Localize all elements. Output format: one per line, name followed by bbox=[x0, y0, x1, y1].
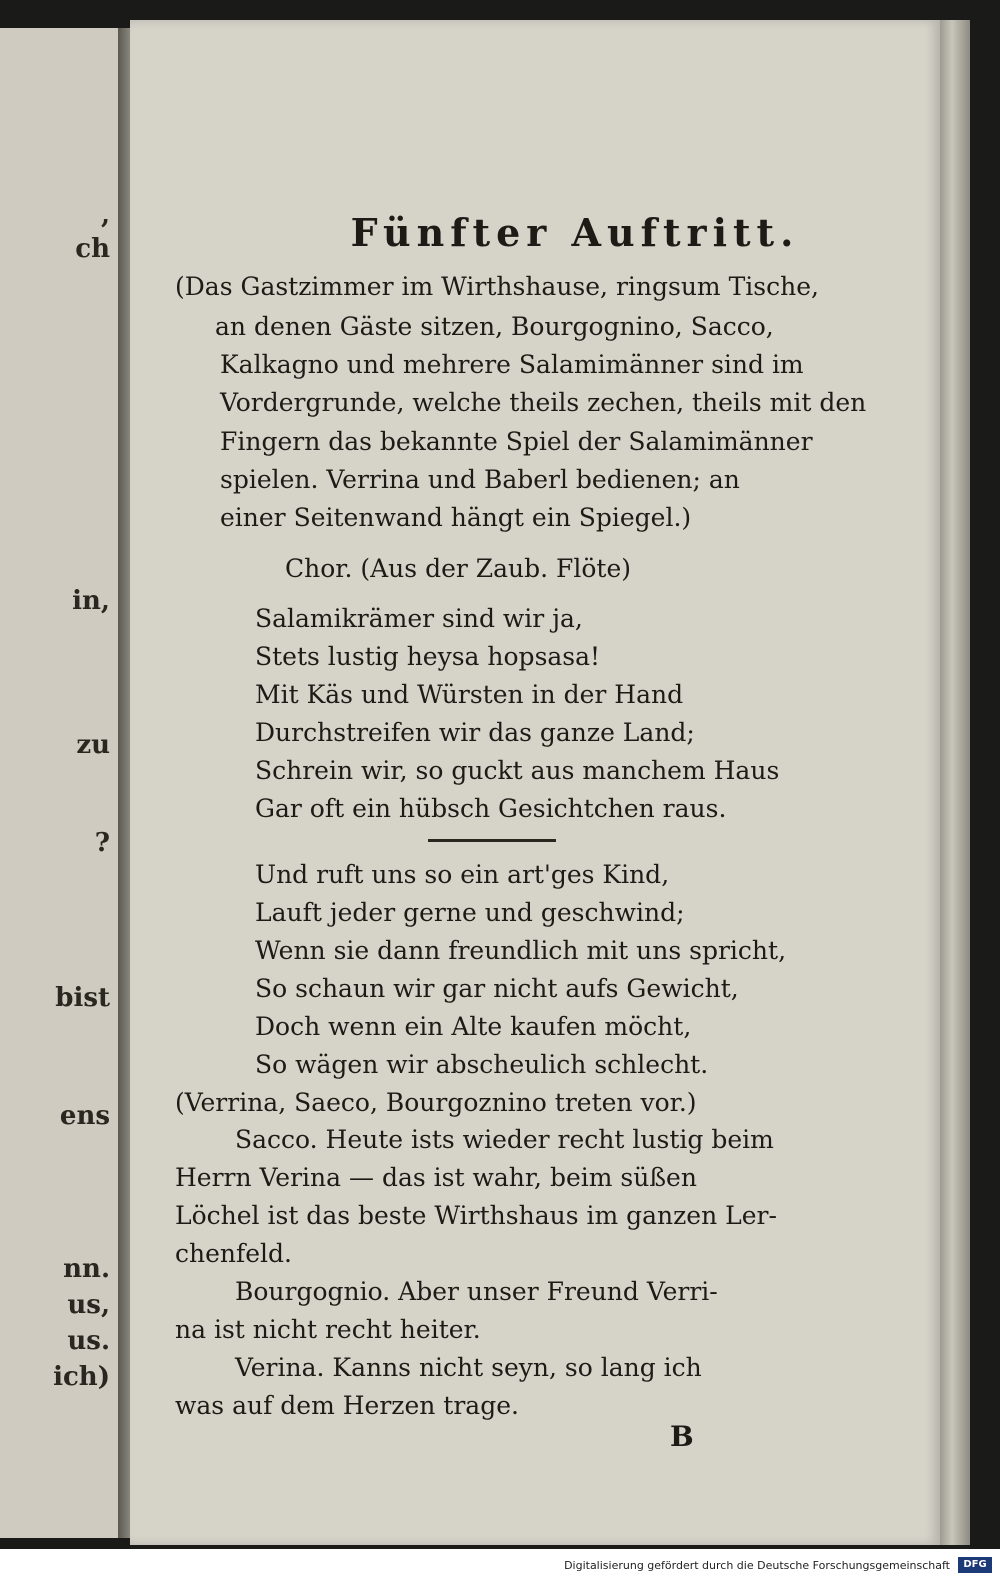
verse-line: Salamikrämer sind wir ja, bbox=[255, 604, 583, 633]
left-fragment: ch bbox=[75, 234, 110, 264]
left-fragment: in, bbox=[72, 586, 110, 616]
left-fragment: ens bbox=[59, 1101, 110, 1131]
chorus-title: Chor. (Aus der Zaub. Flöte) bbox=[285, 554, 632, 583]
book-page bbox=[130, 20, 940, 1545]
left-fragment: zu bbox=[76, 730, 110, 760]
verse-line: Doch wenn ein Alte kaufen möcht, bbox=[255, 1012, 692, 1041]
footer-bar bbox=[0, 1549, 1000, 1587]
page-edge bbox=[940, 20, 970, 1545]
left-fragment: , bbox=[100, 200, 110, 230]
stage-direction-line: einer Seitenwand hängt ein Spiegel.) bbox=[220, 503, 692, 532]
verse-line: Und ruft uns so ein art'ges Kind, bbox=[255, 860, 670, 889]
left-page-edge bbox=[0, 28, 126, 1538]
stage-direction-line: Kalkagno und mehrere Salamimänner sind im bbox=[220, 350, 804, 379]
stage-direction-line: (Verrina, Saeco, Bourgoznino treten vor.) bbox=[175, 1088, 697, 1117]
page-text bbox=[130, 20, 940, 1545]
stage-direction-line: spielen. Verrina und Baberl bedienen; an bbox=[220, 465, 740, 494]
stage-direction-line: Vordergrunde, welche theils zechen, theils mit den bbox=[220, 388, 867, 417]
stage-direction-line: Fingern das bekannte Spiel der Salamimänner bbox=[220, 427, 813, 456]
verse-line: So wägen wir abscheulich schlecht. bbox=[255, 1050, 709, 1079]
left-fragment: ? bbox=[94, 828, 110, 858]
dialogue-line: na ist nicht recht heiter. bbox=[175, 1315, 481, 1344]
dialogue-line: Verina. Kanns nicht seyn, so lang ich bbox=[235, 1353, 702, 1382]
verse-line: Gar oft ein hübsch Gesichtchen raus. bbox=[255, 794, 727, 823]
section-divider bbox=[428, 839, 556, 842]
book-gutter bbox=[118, 28, 130, 1538]
signature-mark: B bbox=[670, 1420, 694, 1453]
dialogue-line: was auf dem Herzen trage. bbox=[175, 1391, 519, 1420]
verse-line: Lauft jeder gerne und geschwind; bbox=[255, 898, 685, 927]
verse-line: Mit Käs und Würsten in der Hand bbox=[255, 680, 684, 709]
footer-credit: Digitalisierung gefördert durch die Deutsche Forschungsgemeinschaft bbox=[564, 1559, 950, 1572]
dialogue-line: chenfeld. bbox=[175, 1239, 292, 1268]
dialogue-line: Sacco. Heute ists wieder recht lustig beim bbox=[235, 1125, 774, 1154]
stage-direction-line: an denen Gäste sitzen, Bourgognino, Sacco, bbox=[215, 312, 774, 341]
verse-line: Wenn sie dann freundlich mit uns spricht, bbox=[255, 936, 787, 965]
dfg-logo-icon: DFG bbox=[958, 1557, 992, 1573]
dialogue-line: Bourgognio. Aber unser Freund Verri- bbox=[235, 1277, 718, 1306]
left-fragment: ich) bbox=[53, 1362, 110, 1392]
left-fragment: nn. bbox=[63, 1254, 110, 1284]
verse-line: Schrein wir, so guckt aus manchem Haus bbox=[255, 756, 780, 785]
verse-line: Stets lustig heysa hopsasa! bbox=[255, 642, 601, 671]
dialogue-line: Löchel ist das beste Wirthshaus im ganzen Ler- bbox=[175, 1201, 777, 1230]
left-fragment: bist bbox=[55, 983, 110, 1013]
verse-line: So schaun wir gar nicht aufs Gewicht, bbox=[255, 974, 739, 1003]
scene-heading: Fünfter Auftritt. bbox=[350, 210, 800, 255]
dialogue-line: Herrn Verina — das ist wahr, beim süßen bbox=[175, 1163, 697, 1192]
verse-line: Durchstreifen wir das ganze Land; bbox=[255, 718, 695, 747]
stage-direction-line: (Das Gastzimmer im Wirthshause, ringsum Tische, bbox=[175, 272, 819, 301]
left-fragment: us, bbox=[67, 1290, 110, 1320]
left-fragment: us. bbox=[67, 1326, 110, 1356]
